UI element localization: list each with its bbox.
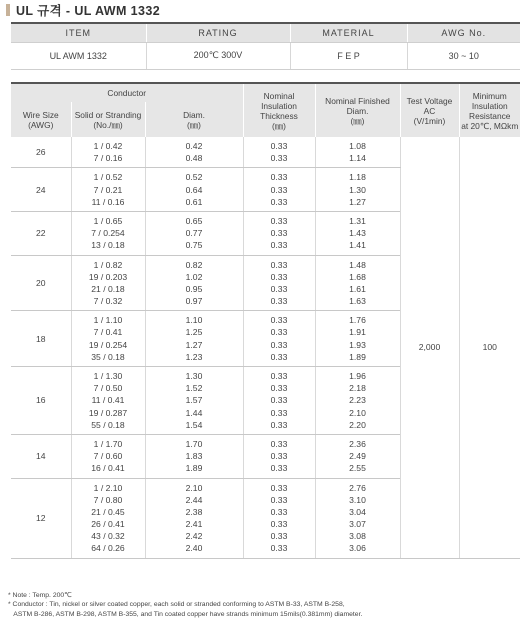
cell-stranding-value: 1 / 0.82 xyxy=(93,259,123,270)
cell-thickness-value: 0.33 xyxy=(270,339,288,350)
cell-finished-diam-value: 2.36 xyxy=(349,438,366,449)
cell-test-voltage: 2,000 xyxy=(400,137,459,558)
cell-finished-diam xyxy=(315,255,400,311)
title-marker xyxy=(6,4,10,16)
cell-finished-diam-value: 1.14 xyxy=(349,153,366,164)
cell-stranding-value: 1 / 0.52 xyxy=(93,172,123,183)
cell-wire-size: 18 xyxy=(11,311,71,367)
cell-stranding-value: 64 / 0.26 xyxy=(91,543,125,554)
cell-wire-size: 22 xyxy=(11,211,71,255)
cell-stranding-value: 11 / 0.16 xyxy=(91,196,125,207)
cell-thickness-value: 0.33 xyxy=(270,482,288,493)
cell-diam-value: 0.52 xyxy=(185,172,203,183)
cell-finished-diam xyxy=(315,168,400,212)
cell-stranding xyxy=(71,367,145,435)
title-text: UL 규격 - UL AWM 1332 xyxy=(16,4,161,18)
cell-diam-value: 2.44 xyxy=(185,494,203,505)
header-finished-diam xyxy=(315,83,400,137)
cell-diam-value: 1.89 xyxy=(185,463,203,474)
cell-thickness-value: 0.33 xyxy=(270,494,288,505)
cell-diam-value: 1.23 xyxy=(185,351,203,362)
cell-stranding-value: 21 / 0.45 xyxy=(91,506,125,517)
cell-diam-value: 1.02 xyxy=(185,271,203,282)
cell-diam xyxy=(145,137,243,168)
page-title xyxy=(6,2,160,18)
note-temp: * Note : Temp. 200℃ xyxy=(8,592,72,599)
cell-finished-diam-value: 1.93 xyxy=(349,339,366,350)
cell-stranding-value: 11 / 0.41 xyxy=(91,395,125,406)
cell-finished-diam-value: 2.49 xyxy=(349,451,366,462)
cell-thickness-value: 0.33 xyxy=(270,451,288,462)
cell-stranding-value: 55 / 0.18 xyxy=(91,419,125,430)
cell-thickness-value: 0.33 xyxy=(270,463,288,474)
header-wire-size xyxy=(11,102,71,137)
cell-finished-diam-value: 1.31 xyxy=(349,215,366,226)
cell-thickness-value: 0.33 xyxy=(270,519,288,530)
cell-diam-value: 0.48 xyxy=(185,153,203,164)
cell-diam-value: 0.75 xyxy=(185,240,203,251)
cell-diam-value: 1.44 xyxy=(185,407,203,418)
cell-thickness xyxy=(243,255,315,311)
cell-wire-size: 26 xyxy=(11,137,71,168)
cell-stranding-value: 35 / 0.18 xyxy=(91,351,125,362)
header-diam-text: Diam. (㎜) xyxy=(183,109,205,130)
header-solid-stranding xyxy=(71,102,145,137)
cell-stranding-value: 7 / 0.21 xyxy=(93,184,123,195)
cell-stranding xyxy=(71,255,145,311)
cell-diam xyxy=(145,311,243,367)
cell-finished-diam-value: 1.68 xyxy=(349,271,366,282)
cell-thickness xyxy=(243,367,315,435)
table-row xyxy=(11,137,520,168)
cell-finished-diam-value: 3.10 xyxy=(349,494,366,505)
cell-diam-value: 1.70 xyxy=(185,438,203,449)
cell-diam xyxy=(145,434,243,478)
cell-finished-diam-value: 2.10 xyxy=(349,407,366,418)
cell-finished-diam-value: 3.06 xyxy=(349,543,366,554)
note-conductor-cont: ASTM B-286, ASTM B-298, ASTM B-355, and Tin coated copper have strands minimum 15mils(0.381mm) diameter. xyxy=(8,610,363,618)
cell-stranding-value: 1 / 1.10 xyxy=(93,315,123,326)
cell-diam-value: 1.10 xyxy=(185,315,203,326)
cell-thickness-value: 0.33 xyxy=(270,371,288,381)
cell-finished-diam xyxy=(315,478,400,558)
cell-thickness xyxy=(243,434,315,478)
cell-diam-value: 0.97 xyxy=(185,296,203,307)
cell-diam-value: 0.65 xyxy=(185,215,203,226)
conductor-table-body xyxy=(11,137,520,558)
cell-stranding xyxy=(71,137,145,168)
cell-stranding-value: 16 / 0.41 xyxy=(91,463,125,474)
cell-thickness-value: 0.33 xyxy=(270,184,288,195)
cell-finished-diam xyxy=(315,367,400,435)
cell-thickness-value: 0.33 xyxy=(270,283,288,294)
cell-finished-diam-value: 2.18 xyxy=(349,383,366,394)
cell-stranding-value: 1 / 1.30 xyxy=(93,371,123,381)
cell-stranding-value: 1 / 0.65 xyxy=(93,215,123,226)
cell-thickness xyxy=(243,311,315,367)
cell-diam-value: 2.40 xyxy=(185,543,203,554)
cell-finished-diam xyxy=(315,137,400,168)
cell-finished-diam-value: 3.07 xyxy=(349,519,366,530)
cell-diam-value: 1.83 xyxy=(185,451,203,462)
cell-wire-size: 20 xyxy=(11,255,71,311)
header-finished-diam-text: Nominal Finished Diam. (㎜) xyxy=(325,95,390,126)
spec-value-item: UL AWM 1332 xyxy=(11,42,146,69)
cell-thickness-value: 0.33 xyxy=(270,506,288,517)
cell-wire-size: 16 xyxy=(11,367,71,435)
cell-thickness xyxy=(243,137,315,168)
cell-thickness-value: 0.33 xyxy=(270,419,288,430)
cell-finished-diam xyxy=(315,434,400,478)
cell-thickness-value: 0.33 xyxy=(270,259,288,270)
spec-table xyxy=(11,22,520,70)
cell-diam-value: 0.82 xyxy=(185,259,203,270)
cell-diam-value: 2.10 xyxy=(185,482,203,493)
header-solid-stranding-text: Solid or Stranding (No./㎜) xyxy=(74,109,142,130)
cell-stranding-value: 7 / 0.80 xyxy=(93,494,123,505)
cell-thickness-value: 0.33 xyxy=(270,228,288,239)
cell-stranding-value: 1 / 1.70 xyxy=(93,438,123,449)
cell-diam-value: 0.61 xyxy=(185,196,203,207)
cell-wire-size: 12 xyxy=(11,478,71,558)
spec-header-row xyxy=(11,23,520,42)
cell-finished-diam-value: 2.76 xyxy=(349,482,366,493)
cell-stranding-value: 7 / 0.50 xyxy=(93,383,123,394)
cell-stranding-value: 26 / 0.41 xyxy=(91,519,125,530)
cell-thickness-value: 0.33 xyxy=(270,383,288,394)
cell-finished-diam-value: 1.61 xyxy=(349,283,366,294)
cell-thickness-value: 0.33 xyxy=(270,271,288,282)
cell-finished-diam-value: 1.27 xyxy=(349,196,366,207)
cell-finished-diam xyxy=(315,211,400,255)
cell-diam xyxy=(145,478,243,558)
cell-thickness-value: 0.33 xyxy=(270,543,288,554)
spec-value-material: F E P xyxy=(290,42,407,69)
header-test-voltage-text: Test Voltage AC (V/1min) xyxy=(406,95,453,126)
cell-finished-diam-value: 1.89 xyxy=(349,351,366,362)
cell-thickness xyxy=(243,211,315,255)
cell-finished-diam xyxy=(315,311,400,367)
cell-diam-value: 1.52 xyxy=(185,383,203,394)
cell-thickness-value: 0.33 xyxy=(270,395,288,406)
cell-thickness-value: 0.33 xyxy=(270,172,288,183)
cell-finished-diam-value: 2.55 xyxy=(349,463,366,474)
cell-thickness-value: 0.33 xyxy=(270,296,288,307)
cell-diam-value: 0.64 xyxy=(185,184,203,195)
header-min-resistance-text: Minimum Insulation Resistance at 20℃, MΩkm xyxy=(461,90,519,131)
cell-diam xyxy=(145,211,243,255)
cell-diam-value: 1.30 xyxy=(185,371,203,381)
header-conductor: Conductor xyxy=(11,83,243,102)
cell-stranding-value: 1 / 2.10 xyxy=(93,482,123,493)
cell-finished-diam-value: 1.76 xyxy=(349,315,366,326)
cell-finished-diam-value: 3.04 xyxy=(349,506,366,517)
cell-finished-diam-value: 1.41 xyxy=(349,240,366,251)
spec-value-awg: 30 ~ 10 xyxy=(407,42,520,69)
cell-min-resistance: 100 xyxy=(459,137,520,558)
cell-thickness-value: 0.33 xyxy=(270,240,288,251)
cell-finished-diam-value: 1.18 xyxy=(349,172,366,183)
spec-header-awg: AWG No. xyxy=(407,23,520,42)
cell-stranding xyxy=(71,311,145,367)
footnotes xyxy=(8,591,520,619)
cell-finished-diam-value: 1.96 xyxy=(349,371,366,381)
cell-finished-diam-value: 1.08 xyxy=(349,141,366,151)
cell-finished-diam-value: 1.30 xyxy=(349,184,366,195)
cell-thickness xyxy=(243,168,315,212)
cell-wire-size: 24 xyxy=(11,168,71,212)
header-thickness-text: Nominal Insulation Thickness (㎜) xyxy=(260,90,298,131)
cell-thickness-value: 0.33 xyxy=(270,141,288,151)
cell-thickness-value: 0.33 xyxy=(270,196,288,207)
cell-finished-diam-value: 1.91 xyxy=(349,327,366,338)
cell-finished-diam-value: 2.20 xyxy=(349,419,366,430)
header-test-voltage xyxy=(400,83,459,137)
cell-finished-diam-value: 1.63 xyxy=(349,296,366,307)
cell-stranding xyxy=(71,168,145,212)
cell-diam-value: 0.95 xyxy=(185,283,203,294)
cell-diam-value: 0.42 xyxy=(185,141,203,151)
cell-stranding xyxy=(71,211,145,255)
cell-thickness-value: 0.33 xyxy=(270,351,288,362)
cell-diam-value: 1.25 xyxy=(185,327,203,338)
cell-stranding-value: 19 / 0.254 xyxy=(88,339,128,350)
cell-stranding-value: 19 / 0.287 xyxy=(88,407,128,418)
cell-diam xyxy=(145,367,243,435)
cell-diam xyxy=(145,168,243,212)
cell-stranding xyxy=(71,434,145,478)
header-wire-size-text: Wire Size (AWG) xyxy=(22,109,59,130)
cell-stranding-value: 7 / 0.32 xyxy=(93,296,123,307)
cell-thickness-value: 0.33 xyxy=(270,327,288,338)
cell-thickness-value: 0.33 xyxy=(270,153,288,164)
cell-thickness-value: 0.33 xyxy=(270,438,288,449)
header-thickness xyxy=(243,83,315,137)
cell-finished-diam-value: 1.48 xyxy=(349,259,366,270)
cell-thickness xyxy=(243,478,315,558)
cell-wire-size: 14 xyxy=(11,434,71,478)
cell-stranding-value: 7 / 0.41 xyxy=(93,327,123,338)
cell-diam-value: 1.57 xyxy=(185,395,203,406)
cell-stranding-value: 7 / 0.16 xyxy=(93,153,123,164)
cell-stranding-value: 21 / 0.18 xyxy=(91,283,125,294)
cell-diam-value: 1.27 xyxy=(185,339,203,350)
cell-diam-value: 0.77 xyxy=(185,228,203,239)
cell-diam-value: 2.42 xyxy=(185,531,203,542)
cell-thickness-value: 0.33 xyxy=(270,315,288,326)
cell-finished-diam-value: 1.43 xyxy=(349,228,366,239)
cell-stranding xyxy=(71,478,145,558)
note-conductor: * Conductor : Tin, nickel or silver coated copper, each solid or stranded conforming to ASTM B-33, ASTM B-258, xyxy=(8,601,345,609)
cell-diam-value: 2.41 xyxy=(185,519,203,530)
cell-thickness-value: 0.33 xyxy=(270,531,288,542)
cell-diam-value: 2.38 xyxy=(185,506,203,517)
cell-stranding-value: 13 / 0.18 xyxy=(91,240,125,251)
cell-thickness-value: 0.33 xyxy=(270,215,288,226)
cell-stranding-value: 7 / 0.60 xyxy=(93,451,123,462)
spec-header-material: MATERIAL xyxy=(290,23,407,42)
spec-value-rating: 200℃ 300V xyxy=(146,42,290,69)
cell-thickness-value: 0.33 xyxy=(270,407,288,418)
header-diam xyxy=(145,102,243,137)
cell-stranding-value: 43 / 0.32 xyxy=(91,531,125,542)
header-min-resistance xyxy=(459,83,520,137)
cell-stranding-value: 1 / 0.42 xyxy=(93,141,123,151)
cell-stranding-value: 19 / 0.203 xyxy=(88,271,128,282)
main-header-row-1 xyxy=(11,83,520,102)
cell-stranding-value: 7 / 0.254 xyxy=(91,228,125,239)
cell-diam-value: 1.54 xyxy=(185,419,203,430)
conductor-table xyxy=(11,82,520,559)
spec-value-row xyxy=(11,42,520,69)
spec-header-item: ITEM xyxy=(11,23,146,42)
cell-finished-diam-value: 3.08 xyxy=(349,531,366,542)
spec-header-rating: RATING xyxy=(146,23,290,42)
cell-diam xyxy=(145,255,243,311)
cell-finished-diam-value: 2.23 xyxy=(349,395,366,406)
